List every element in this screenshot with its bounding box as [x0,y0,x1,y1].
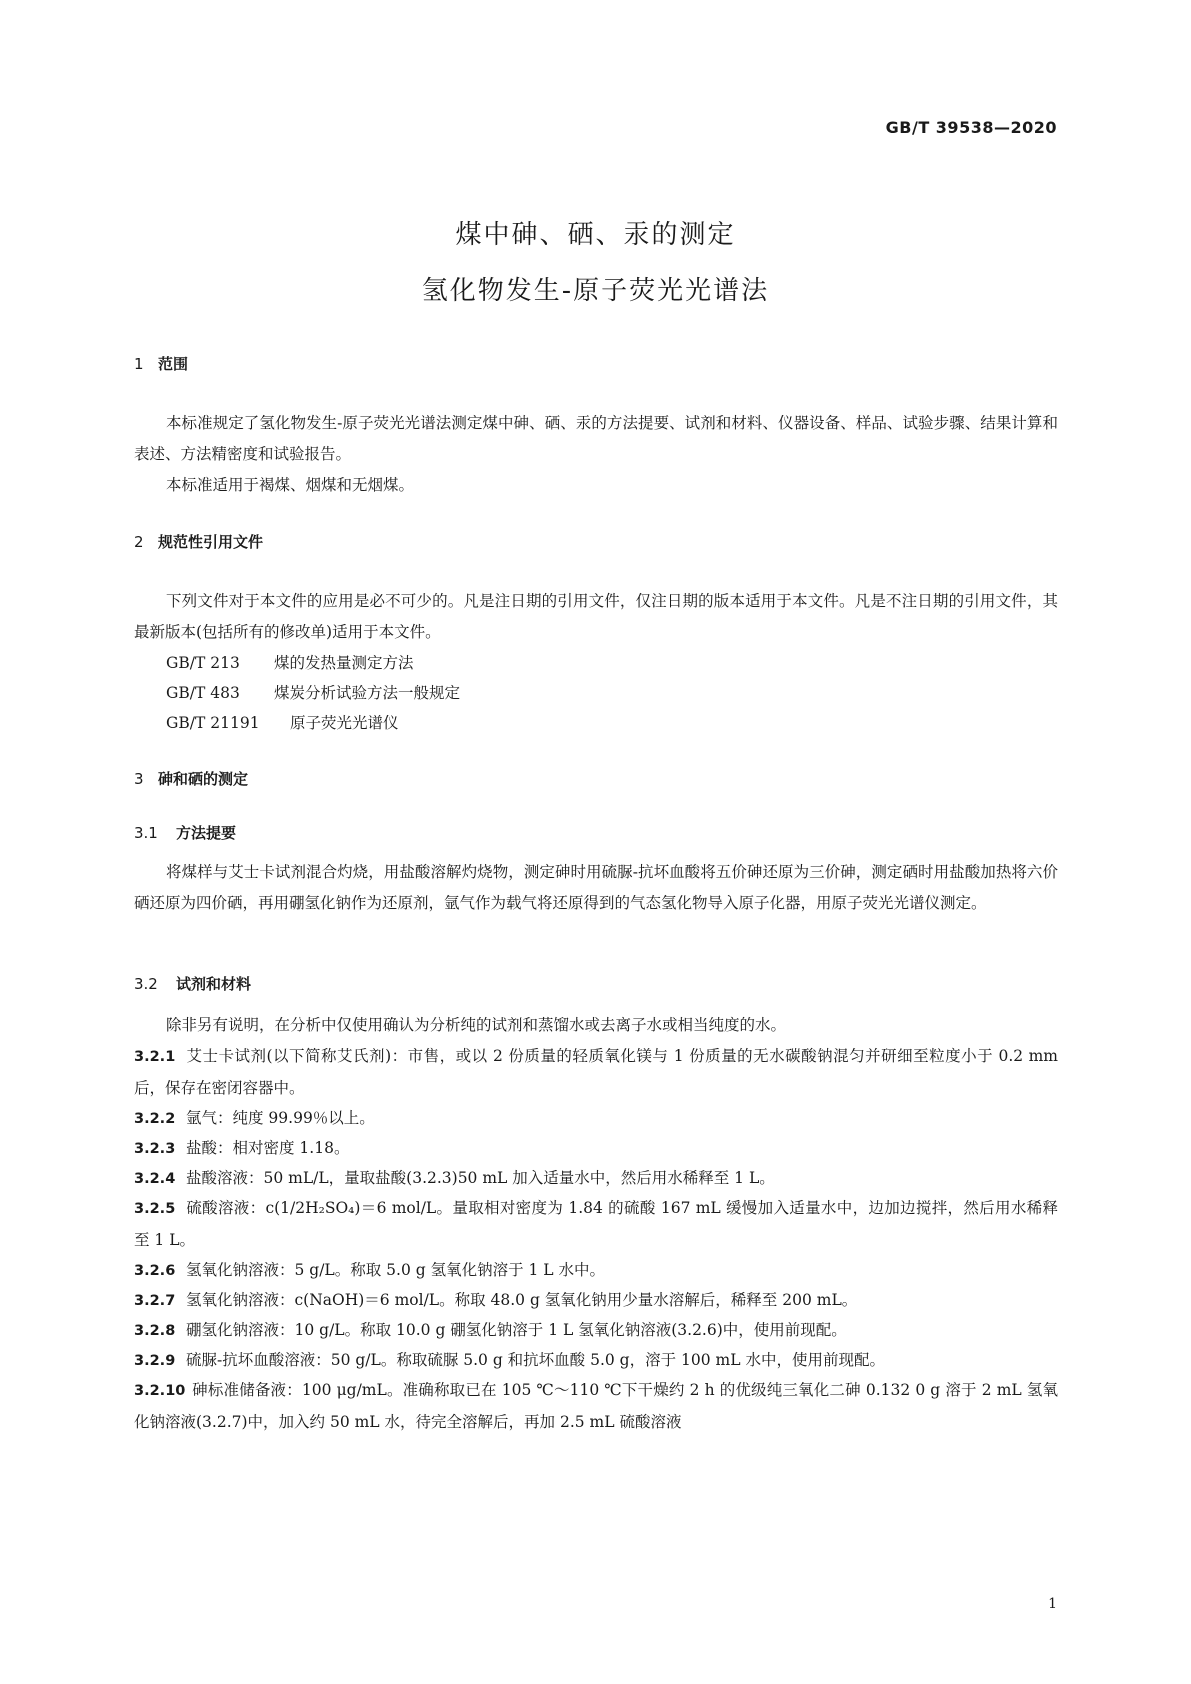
item-number: 3.2.1 [134,1049,176,1065]
section-number: 2 [134,533,144,551]
section-1-heading [134,353,188,374]
reference-code: GB/T 213 [166,654,240,672]
section-2-paragraph-1: 下列文件对于本文件的应用是必不可少的。凡是注日期的引用文件，仅注日期的版本适用于本文件。凡是不注日期的引用文件，其最新版本(包括所有的修改单)适用于本文件。 [134,592,1058,641]
normative-reference [166,681,460,703]
reference-title: 原子荧光光谱仪 [290,714,399,732]
section-2-heading [134,531,263,552]
document-title-line1: 煤中砷、硒、汞的测定 [455,220,736,250]
section-title: 砷和硒的测定 [158,770,249,788]
normative-reference [166,711,399,733]
subsection-number: 3.2 [134,975,158,993]
reference-title: 煤的发热量测定方法 [274,654,414,672]
item-text: 硼氢化钠溶液：10 g/L。称取 10.0 g 硼氢化钠溶于 1 L 氢氧化钠溶液(3.2.6)中，使用前现配。 [186,1321,847,1339]
item-number: 3.2.7 [134,1293,176,1309]
reagent-item [134,1103,1058,1135]
item-number: 3.2.8 [134,1323,176,1339]
reagent-item [134,1255,1058,1287]
item-text: 氩气：纯度 99.99％以上。 [186,1109,375,1127]
reference-code: GB/T 483 [166,684,240,702]
section-title: 规范性引用文件 [158,533,264,551]
reagent-item [134,1193,1058,1256]
reagent-item [134,1041,1058,1104]
reagent-item [134,1315,1058,1347]
item-text: 盐酸：相对密度 1.18。 [186,1139,350,1157]
item-text: 氢氧化钠溶液：c(NaOH)＝6 mol/L。称取 48.0 g 氢氧化钠用少量水溶解后，稀释至 200 mL。 [186,1291,858,1309]
section-number: 3 [134,770,144,788]
reagent-item [134,1285,1058,1317]
item-number: 3.2.2 [134,1111,176,1127]
reagent-item [134,1345,1058,1377]
section-1-paragraph-1: 本标准规定了氢化物发生-原子荧光光谱法测定煤中砷、硒、汞的方法提要、试剂和材料、仪器设备、样品、试验步骤、结果计算和表述、方法精密度和试验报告。 [134,414,1058,463]
item-number: 3.2.3 [134,1141,176,1157]
section-title: 范围 [158,355,189,373]
item-text: 艾士卡试剂(以下简称艾氏剂)：市售，或以 2 份质量的轻质氧化镁与 1 份质量的无水碳酸钠混匀并研细至粒度小于 0.2 mm 后，保存在密闭容器中。 [134,1047,1058,1097]
normative-reference [166,651,414,673]
reference-code: GB/T 21191 [166,714,260,732]
document-number: GB/T 39538—2020 [885,118,1057,137]
reagent-item [134,1133,1058,1165]
section-1-paragraph-2: 本标准适用于褐煤、烟煤和无烟煤。 [166,476,415,494]
item-text: 硫脲-抗坏血酸溶液：50 g/L。称取硫脲 5.0 g 和抗坏血酸 5.0 g，溶于 100 mL 水中，使用前现配。 [186,1351,885,1369]
item-text: 盐酸溶液：50 mL/L，量取盐酸(3.2.3)50 mL 加入适量水中，然后用水稀释至 1 L。 [186,1169,775,1187]
item-number: 3.2.6 [134,1263,176,1279]
reagent-item [134,1163,1058,1195]
item-number: 3.2.9 [134,1353,176,1369]
section-number: 1 [134,355,144,373]
subsection-title: 试剂和材料 [176,975,252,993]
subsection-3-1-heading [134,822,236,843]
subsection-3-2-heading [134,973,251,994]
subsection-3-1-paragraph: 将煤样与艾士卡试剂混合灼烧，用盐酸溶解灼烧物，测定砷时用硫脲-抗坏血酸将五价砷还原为三价砷，测定硒时用盐酸加热将六价硒还原为四价硒，再用硼氢化钠作为还原剂，氩气作为载气将还原得到的气态氢化物导入原子化器，用原子荧光光谱仪测定。 [134,863,1058,912]
item-text: 氢氧化钠溶液：5 g/L。称取 5.0 g 氢氧化钠溶于 1 L 水中。 [186,1261,606,1279]
reference-title: 煤炭分析试验方法一般规定 [274,684,461,702]
item-number: 3.2.4 [134,1171,176,1187]
section-3-heading [134,768,248,789]
reagent-item [134,1375,1058,1438]
document-title-line2: 氢化物发生-原子荧光光谱法 [421,276,770,306]
subsection-title: 方法提要 [176,824,237,842]
item-text: 硫酸溶液：c(1/2H₂SO₄)＝6 mol/L。量取相对密度为 1.84 的硫酸 167 mL 缓慢加入适量水中，边加边搅拌，然后用水稀释至 1 L。 [134,1199,1058,1249]
subsection-3-2-intro: 除非另有说明，在分析中仅使用确认为分析纯的试剂和蒸馏水或去离子水或相当纯度的水。 [166,1016,787,1034]
page-number: 1 [1048,1596,1057,1612]
item-number: 3.2.5 [134,1201,176,1217]
item-text: 砷标准储备液：100 μg/mL。准确称取已在 105 ℃～110 ℃下干燥约 2 h 的优级纯三氧化二砷 0.132 0 g 溶于 2 mL 氢氧化钠溶液(3.2.7)中，加入约 50 mL 水，待完全溶解后，再加 2.5 mL 硫酸溶液 [134,1381,1058,1431]
subsection-number: 3.1 [134,824,158,842]
item-number: 3.2.10 [134,1383,186,1399]
